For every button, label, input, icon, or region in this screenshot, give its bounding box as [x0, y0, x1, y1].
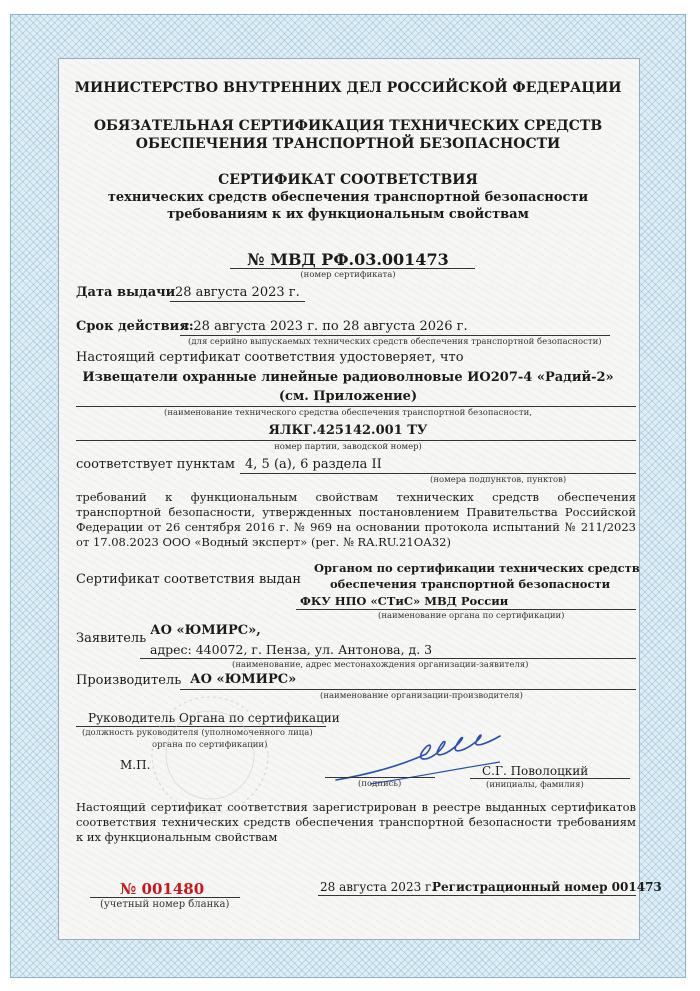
issued-by-caption: (наименование органа по сертификации)	[378, 611, 565, 621]
validity-underline	[180, 335, 610, 336]
spec-number: ЯЛКГ.425142.001 ТУ	[268, 423, 428, 438]
blank-number-underline	[90, 897, 240, 898]
issued-by-line2: обеспечения транспортной безопасности	[330, 577, 611, 591]
manufacturer-name: АО «ЮМИРС»	[190, 672, 297, 687]
certificate-title: СЕРТИФИКАТ СООТВЕТСТВИЯ	[218, 172, 478, 188]
complies-value: 4, 5 (а), 6 раздела II	[245, 457, 382, 472]
issue-date-label: Дата выдачи	[76, 285, 176, 300]
product-name-line2: (см. Приложение)	[278, 389, 418, 404]
complies-label: соответствует пунктам	[76, 457, 235, 472]
validity-value: с 28 августа 2023 г. по 28 августа 2026 г.	[182, 319, 468, 334]
blank-number: № 001480	[120, 880, 205, 898]
signatory-caption: (инициалы, фамилия)	[486, 780, 584, 790]
subtitle-line1: технических средств обеспечения транспортной безопасности	[107, 190, 589, 205]
head-label: Руководитель Органа по сертификации	[88, 711, 340, 725]
ministry-title: МИНИСТЕРСТВО ВНУТРЕННИХ ДЕЛ РОССИЙСКОЙ ФЕДЕРАЦИИ	[74, 80, 622, 96]
registration-date: 28 августа 2023 г.	[320, 880, 436, 894]
applicant-caption: (наименование, адрес местонахождения организации-заявителя)	[232, 660, 529, 670]
issue-date-underline	[170, 301, 305, 302]
head-caption-line2: органа по сертификации)	[152, 740, 268, 750]
stamp-place: М.П.	[120, 758, 151, 772]
number-underline	[230, 268, 475, 269]
complies-caption: (номера подпунктов, пунктов)	[430, 475, 567, 485]
issued-by-line3: ФКУ НПО «СТиС» МВД России	[300, 594, 509, 608]
subtitle-line2: требованиям к их функциональным свойствам	[167, 207, 529, 222]
signature-caption: (подпись)	[358, 779, 402, 789]
complies-underline	[240, 473, 636, 474]
registry-text: Настоящий сертификат соответствия зарегистрирован в реестре выданных сертификатов соответствия технических средств обеспечения транспортной безопасности требованиям к их функциональным свойствам	[76, 800, 636, 844]
blank-number-caption: (учетный номер бланка)	[100, 899, 230, 910]
signatory-underline	[470, 778, 630, 779]
signatory-name: С.Г. Поволоцкий	[482, 764, 589, 778]
spec-underline	[76, 440, 636, 441]
issued-by-line1: Органом по сертификации технических средств	[314, 561, 640, 575]
registration-number: Регистрационный номер 001473	[432, 880, 662, 894]
certifies-text: Настоящий сертификат соответствия удостоверяет, что	[76, 350, 464, 365]
product-caption: (наименование технического средства обеспечения транспортной безопасности,	[164, 408, 532, 418]
certificate-number: № МВД РФ.03.001473	[247, 250, 449, 269]
validity-caption: (для серийно выпускаемых технических средств обеспечения транспортной безопасности)	[188, 337, 602, 347]
issued-by-underline	[296, 609, 636, 610]
requirements-text: требований к функциональным свойствам технических средств обеспечения транспортной безопасности, утвержденных постановлением Правительства Российской Федерации от 26 сентября 2016 г. № 969 на основании протокола испытаний № 211/2023 от 17.08.2023 ООО «Водный эксперт» (рег. № RA.RU.21ОА32)	[76, 490, 636, 549]
signature-underline	[325, 777, 435, 778]
applicant-label: Заявитель	[76, 631, 147, 646]
system-title-line2: ОБЕСПЕЧЕНИЯ ТРАНСПОРТНОЙ БЕЗОПАСНОСТИ	[135, 136, 561, 152]
manufacturer-label: Производитель	[76, 673, 182, 688]
applicant-underline	[140, 658, 636, 659]
applicant-name: АО «ЮМИРС»,	[150, 623, 261, 638]
validity-label: Срок действия:	[76, 319, 194, 334]
issued-by-label: Сертификат соответствия выдан	[76, 572, 302, 587]
manufacturer-caption: (наименование организации-производителя)	[320, 691, 523, 701]
spec-caption: номер партии, заводской номер)	[274, 442, 422, 452]
signature-icon	[330, 722, 510, 792]
applicant-address: адрес: 440072, г. Пенза, ул. Антонова, д. 3	[150, 642, 433, 657]
product-underline	[76, 406, 636, 407]
product-name-line1: Извещатели охранные линейные радиоволновые ИО207-4 «Радий-2»	[82, 370, 614, 385]
head-caption-line1: (должность руководителя (уполномоченного лица)	[82, 728, 313, 738]
number-caption: (номер сертификата)	[300, 270, 396, 280]
registration-underline	[318, 895, 636, 896]
issue-date-value: 28 августа 2023 г.	[175, 285, 300, 300]
system-title-line1: ОБЯЗАТЕЛЬНАЯ СЕРТИФИКАЦИЯ ТЕХНИЧЕСКИХ СРЕДСТВ	[93, 118, 603, 134]
